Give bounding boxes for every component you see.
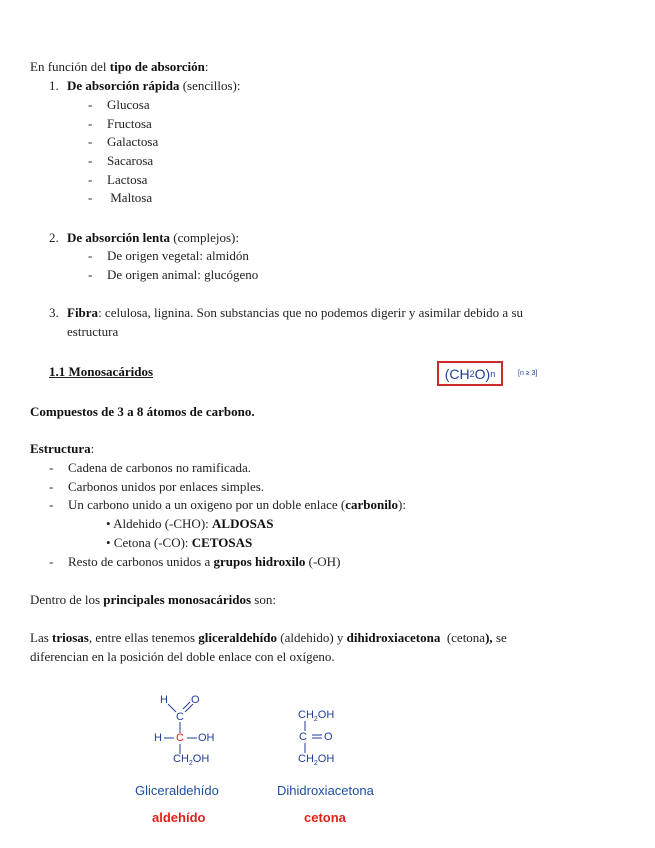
rapid-number: 1.	[49, 78, 59, 93]
dihydroxy-top	[298, 709, 334, 726]
list-item: - Un carbono unido a un oxigeno por un doble enlace (carbonilo):	[49, 497, 406, 512]
rapid-item-lactosa: Lactosa	[107, 172, 148, 187]
dihydroxy-c: C	[299, 731, 307, 743]
structure-item-2: Carbonos unidos por enlaces simples.	[68, 479, 265, 494]
intro-colon: :	[204, 59, 209, 74]
list-item: - Galactosa	[88, 134, 159, 149]
glycer-oh-right: OH	[198, 732, 215, 744]
formula-sub-2: 2	[469, 368, 475, 379]
main-mono-bold: principales monosacáridos	[103, 592, 252, 607]
list-item: - Lactosa	[88, 172, 148, 187]
slow-bold: De absorción lenta	[67, 230, 171, 245]
dihydroxy-top-oh: OH	[317, 709, 335, 721]
triosas-line-2: diferencian en la posición del doble enlace con el oxígeno.	[30, 649, 335, 664]
rapid-rest: (sencillos):	[179, 78, 241, 93]
dihydroxy-bottom	[298, 753, 334, 770]
list-item: - De origen vegetal: almidón	[88, 248, 249, 263]
fiber-text: : celulosa, lignina. Son substancias que no podemos digerir y asimilar debido a su	[98, 305, 524, 320]
structure-sub-1: • Aldehido (-CHO):	[106, 516, 213, 531]
triosas-b1: triosas	[52, 630, 89, 645]
glycer-c1: C	[176, 711, 184, 723]
rapid-item-galactosa: Galactosa	[107, 134, 159, 149]
main-mono-pre: Dentro de los	[30, 592, 104, 607]
fiber-line-2: estructura	[67, 324, 119, 339]
dihydroxy-name: Dihidroxiacetona	[277, 783, 374, 798]
bond-h-c	[168, 704, 176, 712]
triosas-p5: se	[492, 630, 507, 645]
dihydroxy-top-sub: 2	[313, 716, 318, 724]
dihydroxy-bot-ch: CH	[298, 753, 314, 765]
formula-ch: (CH	[444, 365, 470, 382]
rapid-item-glucosa: Glucosa	[107, 97, 150, 112]
formula-sub-n: n	[490, 368, 496, 379]
list-item: - Carbonos unidos por enlaces simples.	[49, 479, 265, 494]
structure-sub-2-bold: CETOSAS	[191, 535, 253, 550]
triosas-b3: dihidroxiacetona	[346, 630, 444, 645]
slow-rest: (complejos):	[170, 230, 240, 245]
intro-text: En función del	[30, 59, 110, 74]
structure-heading-text: Estructura	[30, 441, 91, 456]
structure-sub-1-bold: ALDOSAS	[212, 516, 274, 531]
triosas-p4: (cetona	[443, 630, 486, 645]
dihydroxy-type: cetona	[304, 810, 346, 825]
glycer-h-top: H	[160, 694, 168, 706]
triosas-p3: (aldehido) y	[276, 630, 347, 645]
structure-sub-2: • Cetona (-CO):	[106, 535, 192, 550]
main-mono-post: son:	[251, 592, 276, 607]
list-item: - Maltosa	[88, 190, 153, 205]
glycer-h-left: H	[154, 732, 162, 744]
structure-colon: :	[90, 441, 95, 456]
fiber-bold: Fibra	[67, 305, 99, 320]
list-item: - Sacarosa	[88, 153, 154, 168]
dihydroxy-top-ch: CH	[298, 709, 314, 721]
slow-number: 2.	[49, 230, 59, 245]
rapid-item-maltosa: Maltosa	[107, 190, 153, 205]
slow-item-animal: De origen animal: glucógeno	[107, 267, 259, 282]
section-title-text: 1.1 Monosacáridos	[49, 364, 153, 379]
triosas-b4: ),	[485, 630, 493, 645]
triosas-b2: gliceraldehído	[198, 630, 277, 645]
triosas-p1: Las	[30, 630, 53, 645]
glycer-o-top: O	[191, 694, 200, 706]
glycer-oh: OH	[192, 753, 210, 765]
structure-item-3-bold: carbonilo	[345, 497, 398, 512]
list-item: - Glucosa	[88, 97, 150, 112]
structure-item-1: Cadena de carbonos no ramificada.	[68, 460, 252, 475]
intro-bold: tipo de absorción	[109, 59, 205, 74]
glycer-ch2oh	[173, 753, 209, 770]
glycer-type: aldehído	[152, 810, 206, 825]
slow-item-vegetal: De origen vegetal: almidón	[107, 248, 249, 263]
structure-item-4-bold: grupos hidroxilo	[213, 554, 306, 569]
structure-item-4: Resto de carbonos unidos a	[68, 554, 214, 569]
list-item: - Cadena de carbonos no ramificada.	[49, 460, 252, 475]
formula-note: [n ≥ 3]	[518, 370, 538, 377]
compounds-text: Compuestos de 3 a 8 átomos de carbono.	[30, 404, 255, 419]
fiber-number: 3.	[49, 305, 59, 320]
triosas-p2: , entre ellas tenemos	[88, 630, 199, 645]
glycer-c2: C	[176, 732, 184, 744]
structure-item-3: Un carbono unido a un oxigeno por un doble enlace (	[68, 497, 346, 512]
dihydroxy-bot-sub: 2	[313, 760, 318, 768]
list-item: - De origen animal: glucógeno	[88, 267, 259, 282]
glycer-ch: CH	[173, 753, 189, 765]
glycer-name: Gliceraldehído	[135, 783, 219, 798]
rapid-item-sacarosa: Sacarosa	[107, 153, 154, 168]
list-item: - Resto de carbonos unidos a grupos hidroxilo (-OH)	[49, 554, 341, 569]
structure-item-4-post: (-OH)	[305, 554, 341, 569]
formula-o: O)	[474, 365, 491, 382]
structure-item-3-post: ):	[398, 497, 406, 512]
rapid-item-fructosa: Fructosa	[107, 116, 152, 131]
glycer-sub: 2	[188, 760, 193, 768]
rapid-bold: De absorción rápida	[67, 78, 180, 93]
list-item: - Fructosa	[88, 116, 152, 131]
dihydroxy-bot-oh: OH	[317, 753, 335, 765]
dihydroxy-o: O	[324, 731, 333, 743]
